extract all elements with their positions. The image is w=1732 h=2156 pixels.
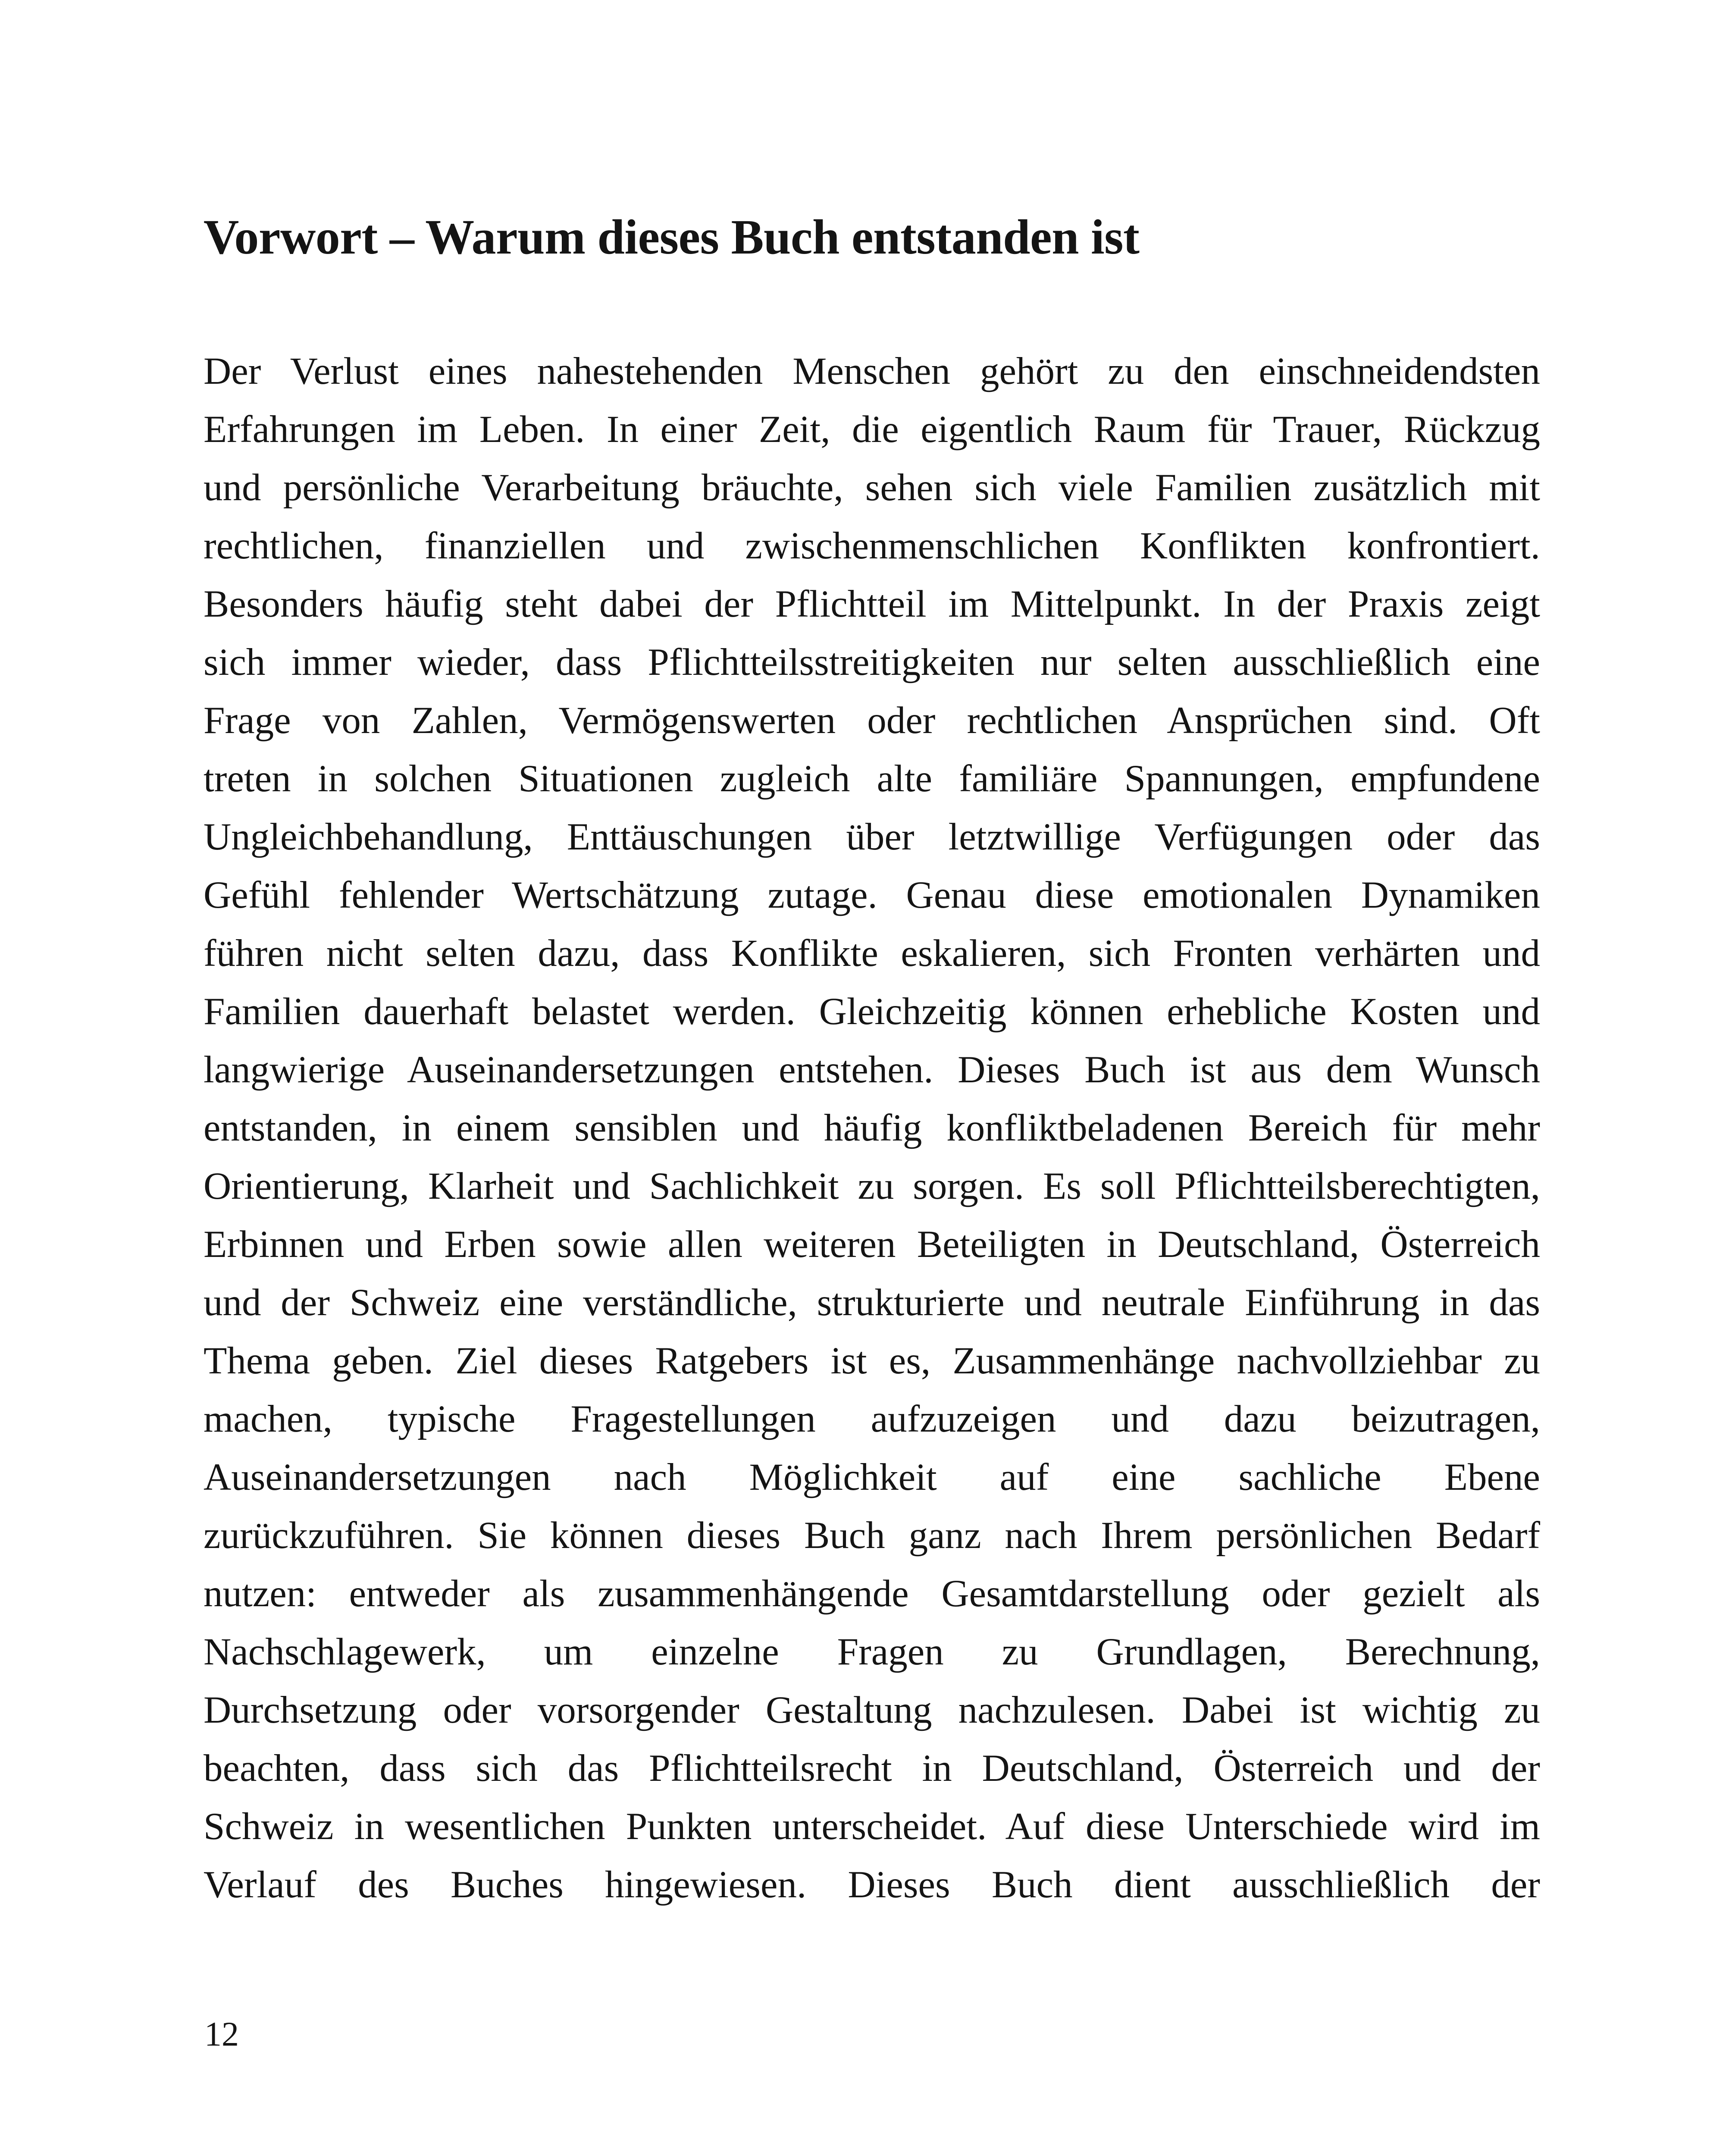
text-line: zurückzuführen. Sie können dieses Buch ganz nach Ihrem persönlichen Bedarf [204,1514,1540,1557]
text-line: Familien dauerhaft belastet werden. Gleichzeitig können erhebliche Kosten und [204,990,1540,1033]
text-line: rechtlichen, finanziellen und zwischenmenschlichen Konflikten konfrontiert. [204,525,1540,567]
text-line: Ungleichbehandlung, Enttäuschungen über letztwillige Verfügungen oder das [204,816,1540,858]
text-line: beachten, dass sich das Pflichtteilsrecht in Deutschland, Österreich und der [204,1747,1540,1789]
text-line: Auseinandersetzungen nach Möglichkeit auf eine sachliche Ebene [204,1456,1540,1498]
text-line: Durchsetzung oder vorsorgender Gestaltung nachzulesen. Dabei ist wichtig zu [204,1689,1540,1731]
text-line: und persönliche Verarbeitung bräuchte, sehen sich viele Familien zusätzlich mit [204,467,1540,509]
text-line: Erfahrungen im Leben. In einer Zeit, die eigentlich Raum für Trauer, Rückzug [204,408,1540,451]
chapter-title: Vorwort – Warum dieses Buch entstanden ist [204,210,1140,264]
text-line: Erbinnen und Erben sowie allen weiteren Beteiligten in Deutschland, Österreich [204,1223,1540,1266]
text-line: Nachschlagewerk, um einzelne Fragen zu Grundlagen, Berechnung, [204,1631,1540,1673]
text-line: machen, typische Fragestellungen aufzuzeigen und dazu beizutragen, [204,1398,1540,1440]
text-line: Orientierung, Klarheit und Sachlichkeit zu sorgen. Es soll Pflichtteilsberechtigten, [204,1165,1540,1207]
text-line: und der Schweiz eine verständliche, strukturierte und neutrale Einführung in das [204,1282,1540,1324]
text-line: Verlauf des Buches hingewiesen. Dieses Buch dient ausschließlich der [204,1864,1540,1906]
page-number: 12 [204,2015,239,2053]
text-line: langwierige Auseinandersetzungen entstehen. Dieses Buch ist aus dem Wunsch [204,1049,1540,1091]
text-line: Thema geben. Ziel dieses Ratgebers ist es, Zusammenhänge nachvollziehbar zu [204,1340,1540,1382]
text-line: führen nicht selten dazu, dass Konflikte eskalieren, sich Fronten verhärten und [204,932,1540,975]
text-line: Schweiz in wesentlichen Punkten unterscheidet. Auf diese Unterschiede wird im [204,1805,1540,1848]
text-line: Der Verlust eines nahestehenden Menschen gehört zu den einschneidendsten [204,350,1540,392]
text-line: sich immer wieder, dass Pflichtteilsstreitigkeiten nur selten ausschließlich eine [204,641,1540,683]
body-paragraph [204,342,1540,1914]
text-line: entstanden, in einem sensiblen und häufig konfliktbeladenen Bereich für mehr [204,1107,1540,1149]
text-line: nutzen: entweder als zusammenhängende Gesamtdarstellung oder gezielt als [204,1573,1540,1615]
text-line: treten in solchen Situationen zugleich alte familiäre Spannungen, empfundene [204,758,1540,800]
text-line: Besonders häufig steht dabei der Pflichtteil im Mittelpunkt. In der Praxis zeigt [204,583,1540,625]
text-line: Gefühl fehlender Wertschätzung zutage. Genau diese emotionalen Dynamiken [204,874,1540,916]
text-line: Frage von Zahlen, Vermögenswerten oder rechtlichen Ansprüchen sind. Oft [204,699,1540,742]
